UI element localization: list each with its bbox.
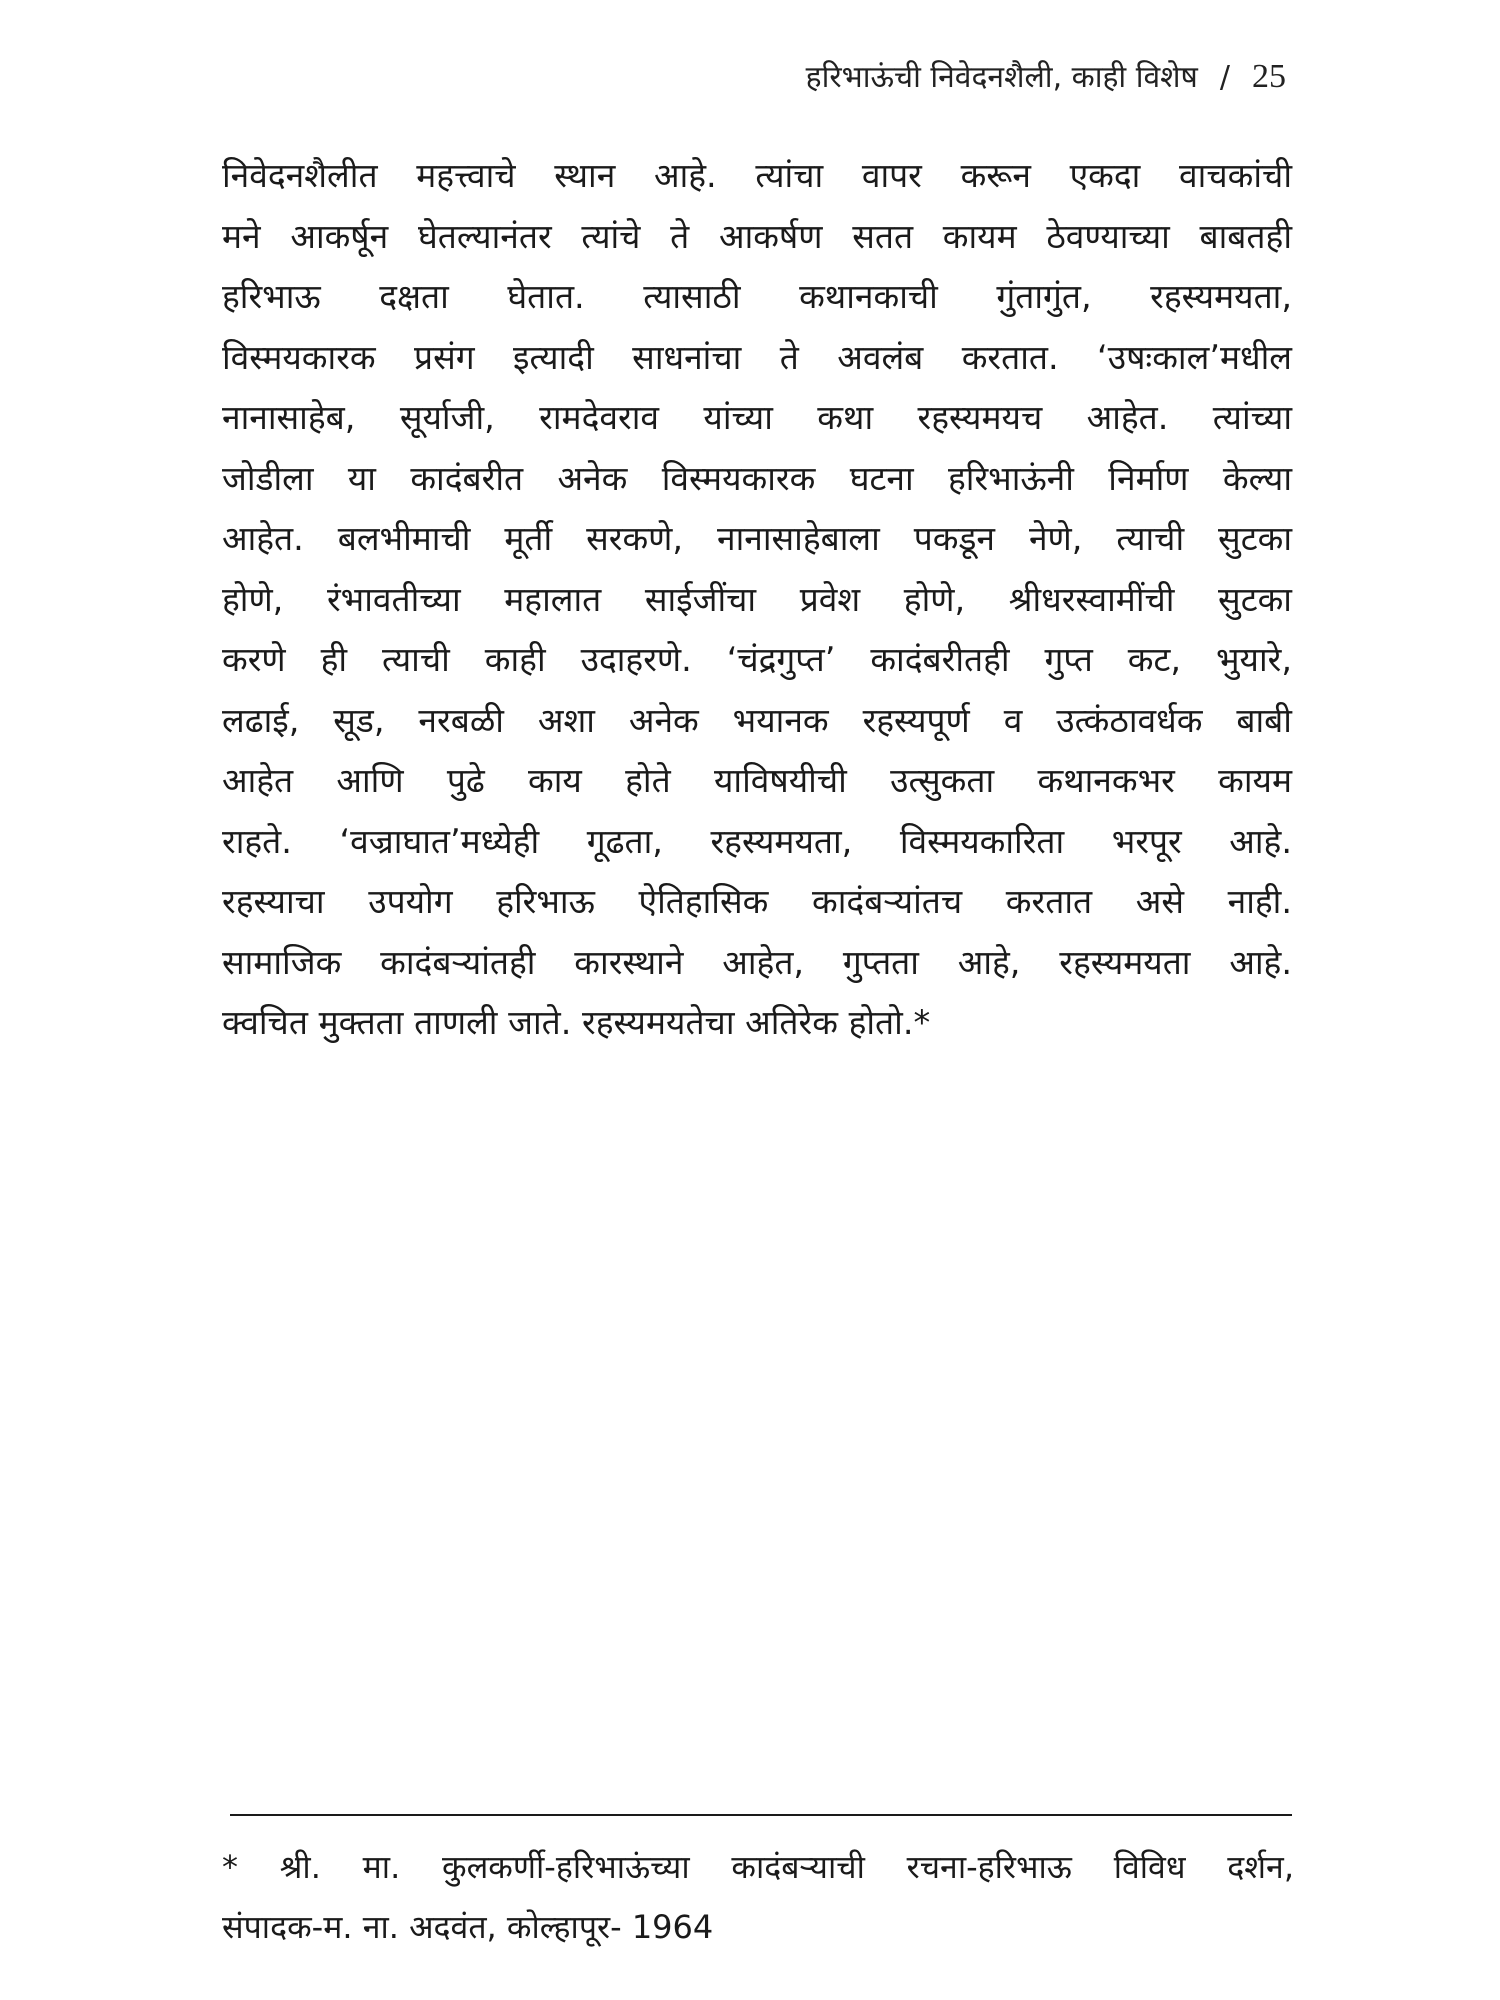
body-line: क्वचित मुक्तता ताणली जाते. रहस्यमयतेचा अतिरेक होतो.* [222, 1003, 931, 1042]
page-number: 25 [1252, 58, 1286, 95]
body-line: नानासाहेब, सूर्याजी, रामदेवराव यांच्या कथा रहस्यमयच आहेत. त्यांच्या [222, 398, 1292, 437]
body-line: विस्मयकारक प्रसंग इत्यादी साधनांचा ते अवलंब करतात. ‘उषःकाल’मधील [222, 337, 1292, 377]
body-line: मने आकर्षून घेतल्यानंतर त्यांचे ते आकर्षण सतत कायम ठेवण्याच्या बाबतही [222, 216, 1292, 256]
footnote-line: * श्री. मा. कुलकर्णी-हरिभाऊंच्या कादंबऱ्याची रचना-हरिभाऊ विविध दर्शन, [222, 1848, 1294, 1886]
body-line: आहेत. बलभीमाची मूर्ती सरकणे, नानासाहेबाला पकडून नेणे, त्याची सुटका [222, 519, 1292, 558]
body-line: लढाई, सूड, नरबळी अशा अनेक भयानक रहस्यपूर्ण व उत्कंठावर्धक बाबी [222, 700, 1292, 740]
running-title: हरिभाऊंची निवेदनशैली, काही विशेष [805, 60, 1198, 95]
body-line: सामाजिक कादंबऱ्यांतही कारस्थाने आहेत, गुप्तता आहे, रहस्यमयता आहे. [222, 942, 1292, 982]
body-line: आहेत आणि पुढे काय होते याविषयीची उत्सुकता कथानकभर कायम [222, 761, 1292, 800]
header-separator: / [1219, 60, 1230, 95]
body-line: जोडीला या कादंबरीत अनेक विस्मयकारक घटना हरिभाऊंनी निर्माण केल्या [222, 458, 1292, 498]
body-line: निवेदनशैलीत महत्त्वाचे स्थान आहे. त्यांचा वापर करून एकदा वाचकांची [222, 156, 1292, 195]
footnote [222, 1837, 1294, 1957]
body-line: हरिभाऊ दक्षता घेतात. त्यासाठी कथानकाची गुंतागुंत, रहस्यमयता, [222, 277, 1292, 316]
body-line: करणे ही त्याची काही उदाहरणे. ‘चंद्रगुप्त’ कादंबरीतही गुप्त कट, भुयारे, [222, 640, 1292, 679]
body-line: राहते. ‘वज्राघात’मध्येही गूढता, रहस्यमयता, विस्मयकारिता भरपूर आहे. [222, 821, 1292, 861]
body-line: रहस्याचा उपयोग हरिभाऊ ऐतिहासिक कादंबऱ्यांतच करतात असे नाही. [222, 882, 1292, 921]
body-line: होणे, रंभावतीच्या महालात साईजींचा प्रवेश होणे, श्रीधरस्वामींची सुटका [222, 579, 1292, 619]
running-header [806, 52, 1286, 103]
footnote-divider [230, 1814, 1292, 1816]
footnote-line: संपादक-म. ना. अदवंत, कोल्हापूर- 1964 [222, 1908, 714, 1946]
body-paragraph [222, 146, 1292, 1054]
